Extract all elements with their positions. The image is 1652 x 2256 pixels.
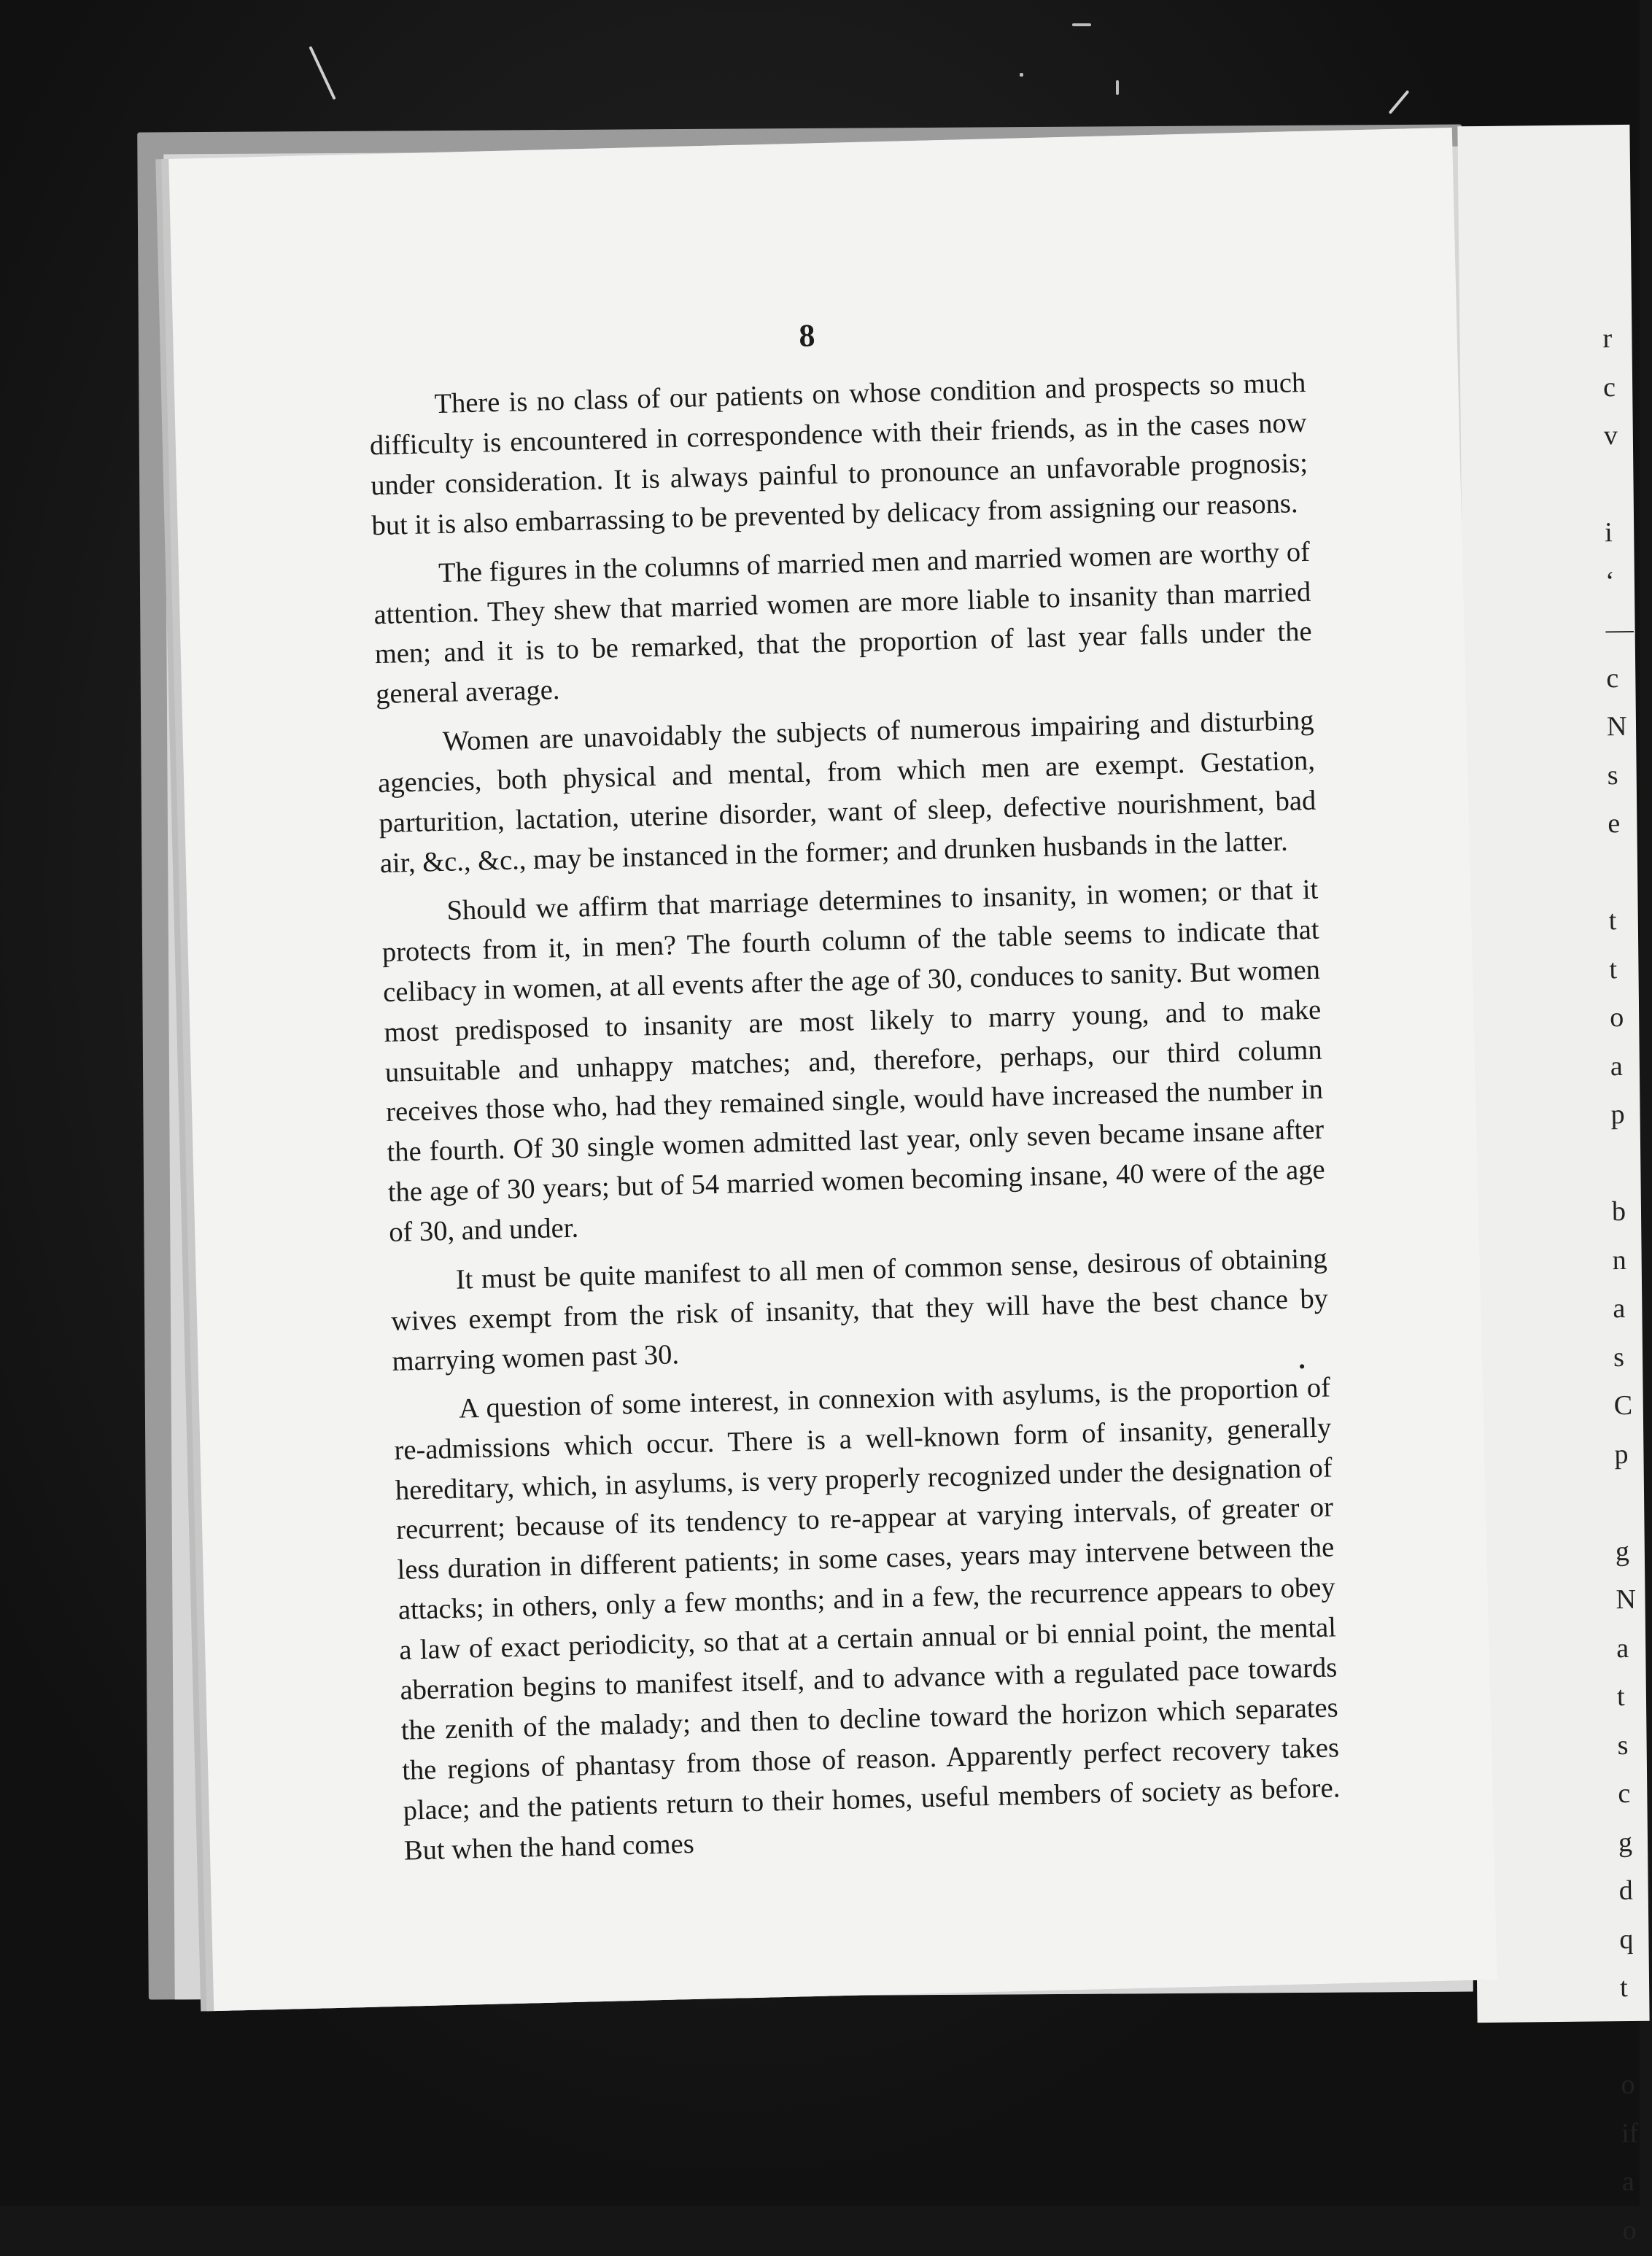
facing-page-fragment [1604,460,1634,508]
facing-page-fragment: N [1616,1584,1637,1616]
facing-page-fragment: a [1610,1050,1623,1082]
facing-page-fragment: N [1606,710,1627,743]
facing-page-fragment: o [1609,1001,1624,1034]
facing-page-fragment: if [1621,2117,1639,2149]
facing-page-fragment [1615,1478,1645,1527]
scan-speck [1020,73,1023,77]
facing-page-fragment: n [1612,1244,1626,1276]
facing-page-fragment: o [1621,2069,1635,2101]
document-page [168,128,1497,2011]
facing-page-fragment [1611,1139,1641,1187]
facing-page-fragment: g [1615,1535,1630,1567]
paragraph: The figures in the columns of married men and married women are worthy of attention. They shew that married women are more liable to insanity than married men; and it is to be remarked, that the proportion of last year falls under the general average. [373,536,1313,710]
facing-page-fragment: t [1608,905,1617,937]
scan-speck [1116,80,1119,95]
paragraph: A question of some interest, in connexion with asylums, is the proportion of re-admissions which occur. There is a well-known form of insanity, generally hereditary, which, in asylums, is very properly recognized under the designation of recurrent; because of its tendency to re-appear at varying intervals, of greater or less duration in different patients; in some cases, years may intervene between the attacks; in others, only a few months; and in a few, the recurrence appears to obey a law of exact periodicity, so that at a certain annual or bi ennial point, the mental aberration begins to manifest itself, and to advance with a regulated pace towards the zenith of the malady; and then to decline toward the horizon which separates the regions of phantasy from those of reason. Apparently perfect recovery takes place; and the patients return to their homes, useful members of society as before. But when the hand comes [394,1372,1341,1867]
facing-page-fragment: c [1618,1778,1631,1810]
facing-page-fragment: ‘ [1605,565,1615,597]
facing-page-fragment: r [1602,323,1613,354]
facing-page-fragment: t [1609,953,1618,985]
facing-page-fragment: p [1614,1438,1629,1470]
facing-page-fragment: p [1610,1098,1625,1131]
facing-page-fragment: a [1621,2166,1635,2198]
paragraph: Women are unavoidably the subjects of numerous impairing and disturbing agencies, both physical and mental, from which men are exempt. Gestation, parturition, lactation, uterine disorder, want of sleep, defective nourishment, bad air, &c., &c., may be instanced in the former; and drunken husbands in the latter. [377,705,1316,880]
facing-page-fragment: s [1607,759,1618,791]
facing-page-fragment: C [1613,1389,1633,1422]
facing-page-fragment: s [1613,1341,1625,1373]
facing-page-cut-text [1602,314,1652,2255]
paragraph: There is no class of our patients on whose condition and prospects so much difficulty is encountered in correspondence with their friends, as in the cases now under consideration. It is always painful to pronounce an unfavorable prognosis; but it is also embarrassing to be prevented by delicacy from assigning our reasons. [369,367,1308,541]
facing-page-fragment: e [1608,808,1621,840]
page-number: 8 [798,317,816,354]
facing-page-fragment: a [1613,1292,1626,1325]
facing-page-fragment: c [1606,662,1619,694]
scan-speck [1072,23,1091,26]
facing-page-fragment: s [1617,1729,1629,1761]
facing-page-fragment: g [1618,1826,1633,1858]
facing-page-fragment: d [1618,1875,1633,1907]
body-text [368,363,1341,1871]
facing-page-fragment: b [1611,1195,1626,1228]
facing-page-fragment [1608,848,1638,896]
facing-page-fragment: o [1622,2214,1637,2246]
facing-page-fragment: q [1619,1923,1634,1955]
facing-page-fragment: — [1605,613,1634,646]
facing-page-fragment: v [1603,420,1618,451]
ink-dot [1300,1364,1304,1368]
facing-page-fragment: i [1605,517,1613,549]
paragraph: It must be quite manifest to all men of common sense, desirous of obtaining wives exempt from the risk of insanity, that they will have the best chance by marrying women past 30. [390,1243,1329,1377]
facing-page-fragment [1620,2012,1650,2061]
facing-page-fragment: t [1616,1681,1625,1713]
facing-page-fragment: a [1616,1632,1629,1664]
facing-page-fragment: t [1619,1972,1628,2004]
paragraph: Should we affirm that marriage determines to insanity, in women; or that it protects from it, in men? The fourth column of the table seems to indicate that celibacy in women, at all events after the age of 30, conduces to sanity. But women most predisposed to insanity are most likely to marry young, and to make unsuitable and unhappy matches; and, therefore, perhaps, our third column receives those who, had they remained single, would have increased the number in the fourth. Of 30 single women admitted last year, only seven became insane after the age of 30 years; but of 54 married women becoming insane, 40 were of the age of 30, and under. [381,874,1326,1249]
facing-page-fragment: c [1602,371,1616,403]
